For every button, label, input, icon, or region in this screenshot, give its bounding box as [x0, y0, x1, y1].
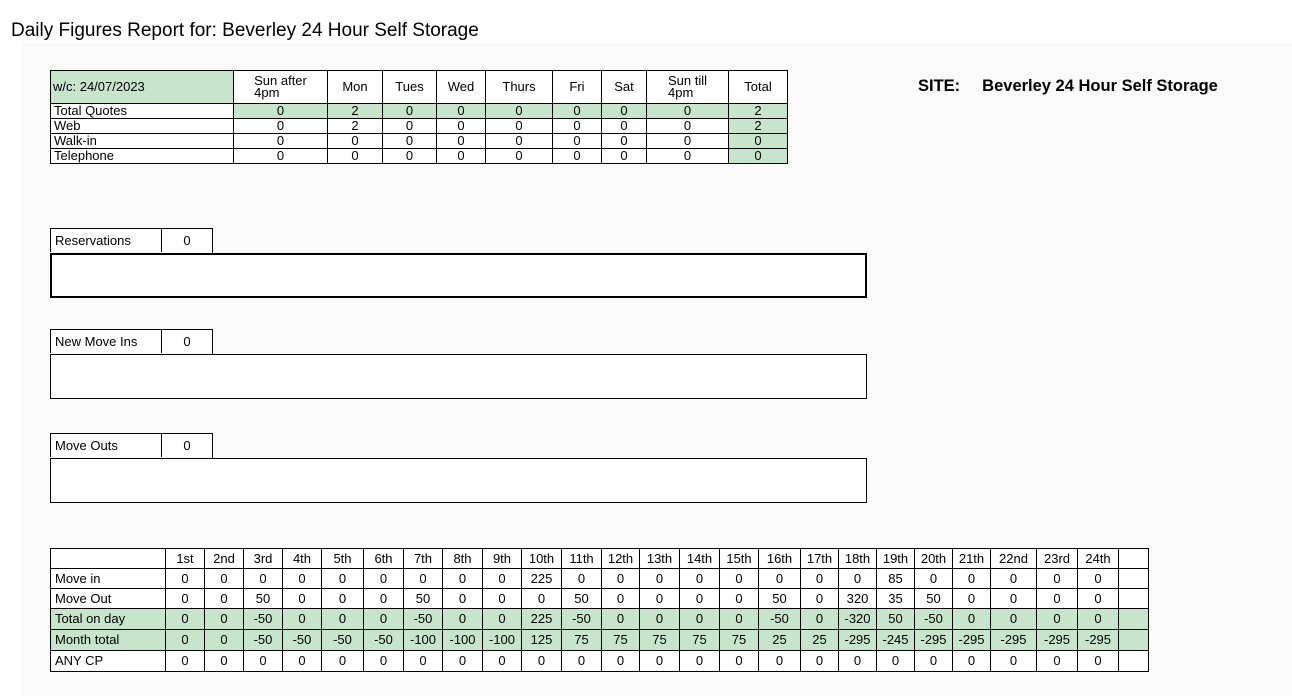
day-value: -50 — [283, 630, 322, 651]
day-value: 0 — [801, 589, 839, 609]
day-value: 0 — [953, 651, 991, 672]
day-value: 0 — [953, 569, 991, 589]
value-cell: 0 — [234, 119, 328, 134]
value-cell: 0 — [437, 149, 486, 164]
day-value: -50 — [759, 609, 801, 630]
day-value: 35 — [877, 589, 915, 609]
column-header: Wed — [437, 71, 486, 104]
row-label: Move in — [51, 569, 166, 589]
day-value: 0 — [720, 569, 759, 589]
total-cell: 2 — [729, 104, 788, 119]
day-value: 0 — [205, 589, 244, 609]
value-cell: 0 — [437, 119, 486, 134]
day-value: 0 — [322, 609, 364, 630]
day-value: 0 — [801, 569, 839, 589]
day-value: 0 — [205, 630, 244, 651]
row-label: Telephone — [51, 149, 234, 164]
day-header: 16th — [759, 549, 801, 569]
day-value: 0 — [1037, 609, 1078, 630]
day-value: 0 — [1078, 589, 1119, 609]
daily-row — [51, 609, 1149, 630]
day-value: 0 — [1078, 651, 1119, 672]
value-cell: 0 — [602, 134, 647, 149]
day-header: 12th — [602, 549, 640, 569]
day-value: 0 — [680, 609, 720, 630]
daily-row — [51, 651, 1149, 672]
day-value: 50 — [244, 589, 283, 609]
day-value: 0 — [991, 609, 1037, 630]
day-value: 0 — [483, 589, 522, 609]
row-label: Month total — [51, 630, 166, 651]
site-heading — [918, 77, 1218, 96]
day-header: 2nd — [205, 549, 244, 569]
day-value: 225 — [522, 569, 562, 589]
day-value: -295 — [1037, 630, 1078, 651]
day-value: 0 — [364, 651, 404, 672]
day-value: 75 — [680, 630, 720, 651]
column-header: Sun till 4pm — [647, 71, 729, 104]
day-value: -50 — [404, 609, 443, 630]
section-count: 0 — [162, 228, 213, 253]
quotes-header-row — [51, 71, 788, 104]
day-value: 0 — [839, 569, 877, 589]
week-commencing: w/c: 24/07/2023 — [51, 71, 234, 104]
day-header: 8th — [443, 549, 483, 569]
value-cell: 0 — [486, 104, 553, 119]
day-value: 0 — [602, 569, 640, 589]
day-value: 0 — [839, 651, 877, 672]
value-cell: 0 — [647, 134, 729, 149]
notes-box[interactable] — [50, 458, 867, 503]
overflow-cell — [1119, 549, 1149, 569]
day-value: 0 — [166, 651, 205, 672]
day-value: 0 — [640, 589, 680, 609]
column-header: Tues — [383, 71, 437, 104]
total-cell: 2 — [729, 119, 788, 134]
day-header: 18th — [839, 549, 877, 569]
day-value: 0 — [443, 569, 483, 589]
day-value: 0 — [1078, 569, 1119, 589]
day-header: 6th — [364, 549, 404, 569]
day-value: 0 — [562, 651, 602, 672]
overflow-cell — [1119, 589, 1149, 609]
quotes-row — [51, 149, 788, 164]
day-value: -50 — [244, 630, 283, 651]
day-value: 0 — [483, 651, 522, 672]
daily-figures-table — [50, 548, 1149, 672]
day-header: 17th — [801, 549, 839, 569]
day-header: 20th — [915, 549, 953, 569]
day-value: -295 — [1078, 630, 1119, 651]
section-label: New Move Ins — [50, 329, 162, 353]
row-label: Total Quotes — [51, 104, 234, 119]
value-cell: 0 — [383, 104, 437, 119]
day-value: 0 — [602, 589, 640, 609]
day-value: 50 — [915, 589, 953, 609]
day-value: -245 — [877, 630, 915, 651]
day-value: 0 — [283, 589, 322, 609]
day-value: 0 — [759, 569, 801, 589]
corner-cell — [51, 549, 166, 569]
day-header: 21th — [953, 549, 991, 569]
day-value: 0 — [720, 651, 759, 672]
day-value: 0 — [602, 651, 640, 672]
value-cell: 0 — [383, 149, 437, 164]
value-cell: 0 — [234, 104, 328, 119]
day-value: 75 — [640, 630, 680, 651]
day-value: 0 — [443, 609, 483, 630]
daily-row — [51, 569, 1149, 589]
reservations-section — [50, 228, 867, 298]
value-cell: 0 — [553, 149, 602, 164]
day-value: 0 — [759, 651, 801, 672]
day-header: 24th — [1078, 549, 1119, 569]
day-value: 0 — [640, 569, 680, 589]
day-value: 50 — [759, 589, 801, 609]
day-header: 19th — [877, 549, 915, 569]
day-value: 0 — [166, 630, 205, 651]
day-value: 0 — [953, 589, 991, 609]
day-value: -50 — [322, 630, 364, 651]
day-header: 22nd — [991, 549, 1037, 569]
day-value: 50 — [562, 589, 602, 609]
day-value: 0 — [915, 651, 953, 672]
value-cell: 0 — [486, 149, 553, 164]
day-value: 0 — [680, 651, 720, 672]
day-value: 75 — [602, 630, 640, 651]
column-header: Sat — [602, 71, 647, 104]
day-value: 0 — [877, 651, 915, 672]
day-value: 0 — [562, 569, 602, 589]
value-cell: 0 — [234, 134, 328, 149]
day-header: 3rd — [244, 549, 283, 569]
day-value: 225 — [522, 609, 562, 630]
daily-header-row — [51, 549, 1149, 569]
quotes-row — [51, 134, 788, 149]
day-value: -100 — [443, 630, 483, 651]
day-value: 75 — [562, 630, 602, 651]
day-value: 0 — [205, 651, 244, 672]
day-value: -295 — [915, 630, 953, 651]
day-value: 0 — [640, 651, 680, 672]
day-header: 10th — [522, 549, 562, 569]
day-header: 1st — [166, 549, 205, 569]
day-value: 0 — [1037, 569, 1078, 589]
day-value: 125 — [522, 630, 562, 651]
value-cell: 0 — [486, 134, 553, 149]
day-header: 9th — [483, 549, 522, 569]
day-value: 0 — [364, 569, 404, 589]
section-count: 0 — [162, 433, 213, 458]
day-value: 25 — [759, 630, 801, 651]
day-value: 0 — [283, 569, 322, 589]
daily-row — [51, 630, 1149, 651]
value-cell: 0 — [383, 119, 437, 134]
value-cell: 2 — [328, 119, 383, 134]
row-label: Move Out — [51, 589, 166, 609]
day-value: 0 — [483, 569, 522, 589]
day-value: -50 — [562, 609, 602, 630]
column-header: Total — [729, 71, 788, 104]
day-value: 0 — [991, 651, 1037, 672]
value-cell: 0 — [647, 104, 729, 119]
value-cell: 0 — [234, 149, 328, 164]
day-value: 0 — [522, 589, 562, 609]
day-value: 0 — [991, 569, 1037, 589]
row-label: Walk-in — [51, 134, 234, 149]
day-header: 13th — [640, 549, 680, 569]
day-value: 0 — [953, 609, 991, 630]
day-value: -100 — [483, 630, 522, 651]
day-value: 0 — [283, 651, 322, 672]
row-label: Total on day — [51, 609, 166, 630]
day-value: 0 — [801, 651, 839, 672]
day-value: 0 — [205, 569, 244, 589]
value-cell: 0 — [553, 104, 602, 119]
value-cell: 0 — [383, 134, 437, 149]
day-value: 0 — [205, 609, 244, 630]
value-cell: 0 — [647, 149, 729, 164]
section-label: Reservations — [50, 228, 162, 252]
new-move-ins-section — [50, 329, 867, 399]
value-cell: 0 — [602, 104, 647, 119]
move-outs-section — [50, 433, 867, 503]
day-value: 25 — [801, 630, 839, 651]
day-value: 0 — [283, 609, 322, 630]
site-name: Beverley 24 Hour Self Storage — [982, 77, 1218, 95]
section-count: 0 — [162, 329, 213, 354]
page-title: Daily Figures Report for: Beverley 24 Hour Self Storage — [11, 20, 479, 41]
quotes-row — [51, 104, 788, 119]
day-value: 0 — [680, 589, 720, 609]
value-cell: 0 — [437, 104, 486, 119]
day-value: 0 — [322, 569, 364, 589]
overflow-cell — [1119, 630, 1149, 651]
day-value: 75 — [720, 630, 759, 651]
day-value: 0 — [991, 589, 1037, 609]
total-cell: 0 — [729, 134, 788, 149]
day-value: 0 — [720, 609, 759, 630]
day-value: 0 — [364, 609, 404, 630]
day-value: 0 — [244, 651, 283, 672]
day-header: 4th — [283, 549, 322, 569]
column-header: Sun after 4pm — [234, 71, 328, 104]
day-value: -50 — [915, 609, 953, 630]
value-cell: 0 — [647, 119, 729, 134]
day-value: -295 — [953, 630, 991, 651]
overflow-cell — [1119, 569, 1149, 589]
day-value: 0 — [522, 651, 562, 672]
day-value: 0 — [915, 569, 953, 589]
day-value: 0 — [322, 651, 364, 672]
column-header: Fri — [553, 71, 602, 104]
column-header: Thurs — [486, 71, 553, 104]
day-value: 0 — [1037, 589, 1078, 609]
value-cell: 0 — [553, 119, 602, 134]
day-value: 0 — [1078, 609, 1119, 630]
value-cell: 2 — [328, 104, 383, 119]
value-cell: 0 — [602, 119, 647, 134]
quotes-row — [51, 119, 788, 134]
day-value: 0 — [483, 609, 522, 630]
value-cell: 0 — [437, 134, 486, 149]
day-value: -320 — [839, 609, 877, 630]
day-value: 0 — [322, 589, 364, 609]
day-value: 0 — [166, 589, 205, 609]
day-value: 0 — [680, 569, 720, 589]
day-value: 0 — [166, 569, 205, 589]
day-value: -100 — [404, 630, 443, 651]
value-cell: 0 — [602, 149, 647, 164]
day-value: -50 — [364, 630, 404, 651]
day-header: 11th — [562, 549, 602, 569]
day-header: 5th — [322, 549, 364, 569]
notes-box[interactable] — [50, 253, 867, 298]
day-value: -295 — [839, 630, 877, 651]
value-cell: 0 — [486, 119, 553, 134]
day-value: 0 — [720, 589, 759, 609]
day-header: 14th — [680, 549, 720, 569]
value-cell: 0 — [328, 134, 383, 149]
day-value: 50 — [877, 609, 915, 630]
overflow-cell — [1119, 609, 1149, 630]
notes-box[interactable] — [50, 354, 867, 399]
day-value: 0 — [364, 589, 404, 609]
day-value: 0 — [166, 609, 205, 630]
day-value: -295 — [991, 630, 1037, 651]
day-header: 15th — [720, 549, 759, 569]
day-value: 320 — [839, 589, 877, 609]
day-header: 7th — [404, 549, 443, 569]
day-value: 0 — [602, 609, 640, 630]
value-cell: 0 — [553, 134, 602, 149]
day-value: 0 — [404, 569, 443, 589]
total-cell: 0 — [729, 149, 788, 164]
column-header: Mon — [328, 71, 383, 104]
quotes-table — [50, 70, 788, 164]
daily-row — [51, 589, 1149, 609]
overflow-cell — [1119, 651, 1149, 672]
day-value: 0 — [640, 609, 680, 630]
day-value: 0 — [404, 651, 443, 672]
day-value: 85 — [877, 569, 915, 589]
day-value: 0 — [443, 651, 483, 672]
row-label: ANY CP — [51, 651, 166, 672]
row-label: Web — [51, 119, 234, 134]
value-cell: 0 — [328, 149, 383, 164]
day-value: 0 — [801, 609, 839, 630]
day-value: 50 — [404, 589, 443, 609]
day-value: -50 — [244, 609, 283, 630]
day-value: 0 — [244, 569, 283, 589]
day-value: 0 — [443, 589, 483, 609]
section-label: Move Outs — [50, 433, 162, 457]
day-value: 0 — [1037, 651, 1078, 672]
day-header: 23rd — [1037, 549, 1078, 569]
site-label: SITE: — [918, 77, 961, 95]
